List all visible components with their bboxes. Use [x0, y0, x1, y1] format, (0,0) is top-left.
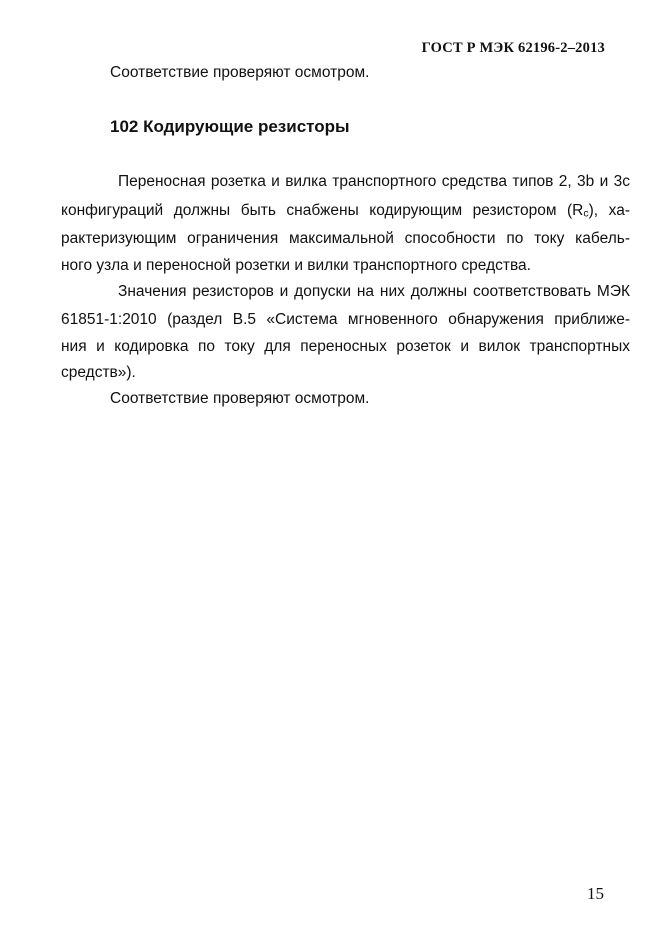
paragraph-2-line-2: 61851-1:2010 (раздел В.5 «Система мгновенного обнаружения приближе- [61, 311, 630, 328]
page-number: 15 [587, 884, 604, 903]
previous-inspection-note: Соответствие проверяют осмотром. [110, 64, 370, 81]
paragraph-1-line-2-text-after-subscript: ), ха- [588, 202, 630, 219]
resistor-subscript: c [583, 207, 589, 220]
final-inspection-note: Соответствие проверяют осмотром. [110, 390, 370, 407]
section-heading: 102 Кодирующие резисторы [110, 117, 350, 136]
paragraph-2-line-3: ния и кодировка по току для переносных розеток и вилок транспортных [61, 338, 630, 355]
paragraph-1-line-2 [61, 202, 630, 220]
standard-header: ГОСТ Р МЭК 62196-2–2013 [421, 40, 605, 56]
paragraph-2-line-4: средств»). [61, 364, 136, 381]
paragraph-2-line-1: Значения резисторов и допуски на них должны соответствовать МЭК [118, 283, 630, 300]
paragraph-1-line-3: рактеризующим ограничения максимальной способности по току кабель- [61, 230, 630, 247]
paragraph-1-line-4: ного узла и переносной розетки и вилки транспортного средства. [61, 257, 531, 274]
paragraph-1-line-1: Переносная розетка и вилка транспортного средства типов 2, 3b и 3c [118, 173, 630, 190]
paragraph-1-line-2-text-before-subscript: конфигураций должны быть снабжены кодирующим резистором (R [61, 202, 584, 219]
